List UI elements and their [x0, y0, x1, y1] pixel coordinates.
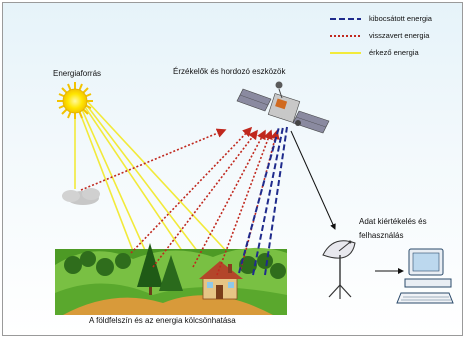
energy-source-label: Energiaforrás — [53, 69, 102, 78]
sensors-label: Érzékelők és hordozó eszközök — [173, 67, 286, 76]
legend-emitted-label: kibocsátott energia — [369, 14, 432, 23]
data-eval-label-line2: felhasználás — [359, 231, 404, 240]
diagram-frame — [2, 2, 463, 336]
cloud — [62, 188, 100, 205]
landscape-illustration — [55, 243, 287, 315]
downlink-arrow — [291, 131, 335, 229]
satellite-icon — [237, 82, 329, 134]
data-eval-label-line1: Adat kiértékelés és — [359, 217, 427, 226]
computer-icon — [397, 249, 453, 303]
legend-reflected-label: visszavert energia — [369, 31, 430, 40]
legend-incoming-label: érkező energia — [369, 48, 419, 57]
earth-interaction-label: A földfelszín és az energia kölcsönhatása — [89, 316, 236, 325]
sun-icon — [57, 82, 93, 119]
dish-antenna-icon — [323, 241, 355, 300]
